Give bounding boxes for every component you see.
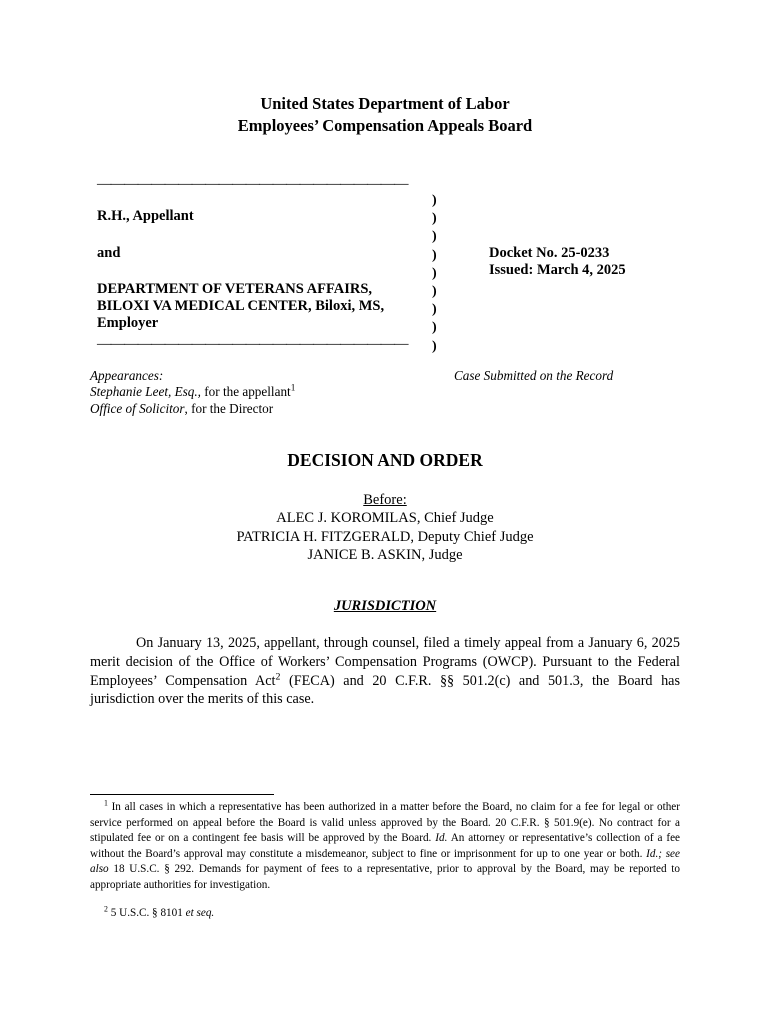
footnote-1 (90, 800, 680, 894)
footnote-1-text-c: 18 U.S.C. § 292. Demands for payment of fees to a representative, prior to approval by the Board, may be reported to appropriate authorities for investigation. (90, 863, 680, 891)
solicitor-name: Office of Solicitor (90, 401, 185, 416)
counsel-name: Stephanie Leet, Esq., (90, 384, 201, 399)
paren: ) (432, 320, 437, 336)
footnote-1-text-a: In all cases in which a representative has been authorized in a matter before the Board, no claim for a fee for legal or other service performed on appeal before the Board is valid unless approved by the Board. 20 C.F.R. § 501.9(e). No contract for a stipulated fee or on a contingent fee basis will be approved by the Board. (90, 801, 680, 845)
caption-and: and (97, 245, 121, 261)
appearances-label: Appearances: (90, 368, 164, 383)
caption-parens (432, 192, 437, 356)
footnote-ref-2[interactable]: 2 (275, 670, 281, 682)
jurisdiction-text-1: On January 13, 2025, appellant, through counsel, filed a timely appeal from a January 6, 2025 merit decision of the Office of Workers’ Compensation Programs (OWCP). Pursuant to the Federal Employees’ Compensation Act (90, 635, 680, 689)
paren: ) (432, 302, 437, 318)
footnote-2-text: 5 U.S.C. § 8101 (107, 907, 186, 919)
decision-title: DECISION AND ORDER (287, 450, 483, 470)
counsel-role: for the appellant (200, 384, 291, 399)
board-title: Employees’ Compensation Appeals Board (237, 116, 533, 135)
judges-list (0, 509, 770, 565)
footnote-1-id: Id. (435, 832, 448, 845)
appearance-director (90, 401, 273, 418)
footnote-1-id-see-also: Id.; see also (90, 847, 680, 876)
jurisdiction-text-2: (FECA) and 20 C.F.R. §§ 501.2(c) and 501.3, the Board has jurisdiction over the merits of this case. (90, 672, 680, 708)
footnote-1-text-b: An attorney or representative’s collection of a fee without the Board’s approval may constitute a misdemeanor, subject to fine or imprisonment for up to one year or both. (90, 832, 681, 860)
appellant-name: R.H., Appellant (97, 208, 194, 224)
paren: ) (432, 265, 437, 281)
footnote-rule (90, 794, 274, 795)
jurisdiction-heading: JURISDICTION (333, 598, 437, 614)
paren: ) (432, 229, 437, 245)
judge-chief: ALEC J. KOROMILAS, Chief Judge (276, 510, 494, 526)
employer-line-2: BILOXI VA MEDICAL CENTER, Biloxi, MS, (97, 298, 385, 314)
caption-dashes-top: ——————————————————————— (97, 176, 408, 192)
jurisdiction-paragraph (90, 634, 680, 709)
caption-dashes-bottom: ——————————————————————— (97, 336, 408, 352)
judge-associate: JANICE B. ASKIN, Judge (307, 547, 463, 563)
issued-date: Issued: March 4, 2025 (489, 262, 626, 278)
paren: ) (432, 193, 437, 208)
footnote-1-number: 1 (104, 798, 108, 808)
employer-line-3: Employer (97, 315, 159, 331)
case-submitted: Case Submitted on the Record (454, 368, 614, 383)
employer-line-1: DEPARTMENT OF VETERANS AFFAIRS, (97, 281, 373, 297)
agency-title: United States Department of Labor (260, 94, 510, 113)
docket-number: Docket No. 25-0233 (489, 245, 610, 261)
paren: ) (432, 211, 437, 227)
solicitor-role: , for the Director (184, 401, 274, 416)
before-label: Before: (363, 492, 407, 508)
appearance-appellant (90, 384, 295, 401)
paren: ) (432, 247, 437, 263)
footnote-2-number: 2 (104, 904, 108, 914)
footnote-2 (90, 906, 680, 922)
footnote-ref-1[interactable]: 1 (290, 382, 296, 393)
footnote-2-et-seq: et seq. (185, 907, 215, 919)
paren: ) (432, 284, 437, 300)
paren: ) (432, 338, 437, 354)
judge-deputy-chief: PATRICIA H. FITZGERALD, Deputy Chief Judge (236, 528, 534, 545)
